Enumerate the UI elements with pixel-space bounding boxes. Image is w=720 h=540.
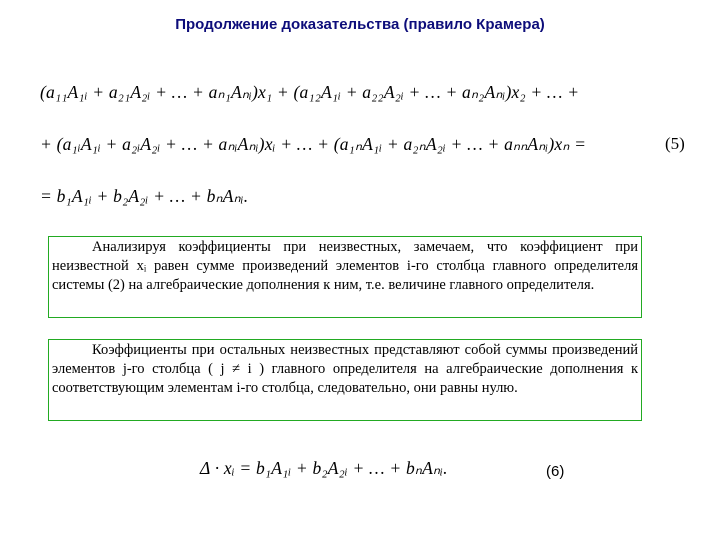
equation-5-number: (5) [665, 134, 685, 153]
equation-6-number: (6) [546, 463, 565, 480]
explanation-box-2 [48, 339, 642, 421]
equation-5-line-2: + (a₁ᵢA₁ᵢ + a₂ᵢA₂ᵢ + … + aₙᵢAₙᵢ)xᵢ + … + (a₁ₙA₁ᵢ + a₂ₙA₂ᵢ + … + aₙₙAₙᵢ)xₙ = [40, 134, 587, 154]
explanation-box-1 [48, 236, 642, 318]
equation-6: Δ · xᵢ = b₁A₁ᵢ + b₂A₂ᵢ + … + bₙAₙᵢ. [200, 458, 448, 478]
page-title: Продолжение доказательства (правило Крамера) [175, 16, 545, 33]
explanation-box-1-text: Анализируя коэффициенты при неизвестных, замечаем, что коэффициент при неизвестной xᵢ равен сумме произведений элементов i-го столбца главного определителя системы (2) на алгебраические дополнения к ним, т.е. величине главного определителя. [52, 239, 638, 293]
equation-5-line-3: = b₁A₁ᵢ + b₂A₂ᵢ + … + bₙAₙᵢ. [40, 186, 249, 206]
equation-5-line-1: (a₁₁A₁ᵢ + a₂₁A₂ᵢ + … + aₙ₁Aₙᵢ)x₁ + (a₁₂A₁ᵢ + a₂₂A₂ᵢ + … + aₙ₂Aₙᵢ)x₂ + … + [40, 82, 580, 102]
explanation-box-2-text: Коэффициенты при остальных неизвестных представляют собой суммы произведений элементов j-го столбца ( j ≠ i ) главного определителя на алгебраические дополнения к соответствующим элементам i-го столбца, следовательно, они равны нулю. [52, 342, 638, 396]
